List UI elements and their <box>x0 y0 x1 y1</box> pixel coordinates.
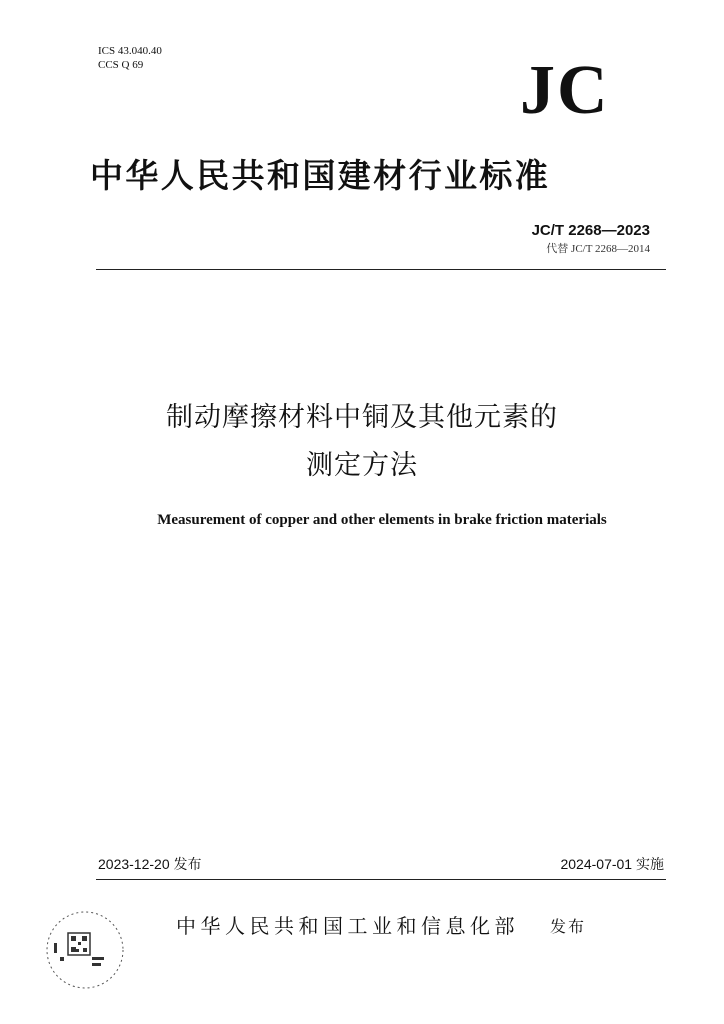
jc-logo: JC <box>520 52 610 129</box>
replaces-standard: 代替 JC/T 2268—2014 <box>546 243 650 255</box>
document-title-cn-line1: 制动摩擦材料中铜及其他元素的 <box>166 402 558 433</box>
standard-category-title: 中华人民共和国建材行业标准 <box>90 156 551 195</box>
footer-divider <box>96 879 666 880</box>
issue-date: 2023-12-20 发布 <box>98 856 202 872</box>
publish-label: 发布 <box>550 917 587 936</box>
qr-seal-icon <box>40 905 130 995</box>
document-title-cn-line2: 测定方法 <box>306 450 418 481</box>
classification-codes <box>98 44 162 72</box>
implementation-date: 2024-07-01 实施 <box>560 856 664 872</box>
ccs-code: CCS Q 69 <box>98 59 144 71</box>
document-title-en: Measurement of copper and other elements in brake friction materials <box>157 512 607 528</box>
standard-number: JC/T 2268—2023 <box>531 222 650 239</box>
issuing-ministry: 中华人民共和国工业和信息化部 <box>176 914 519 938</box>
ics-code: ICS 43.040.40 <box>98 45 162 57</box>
header-divider <box>96 269 666 270</box>
